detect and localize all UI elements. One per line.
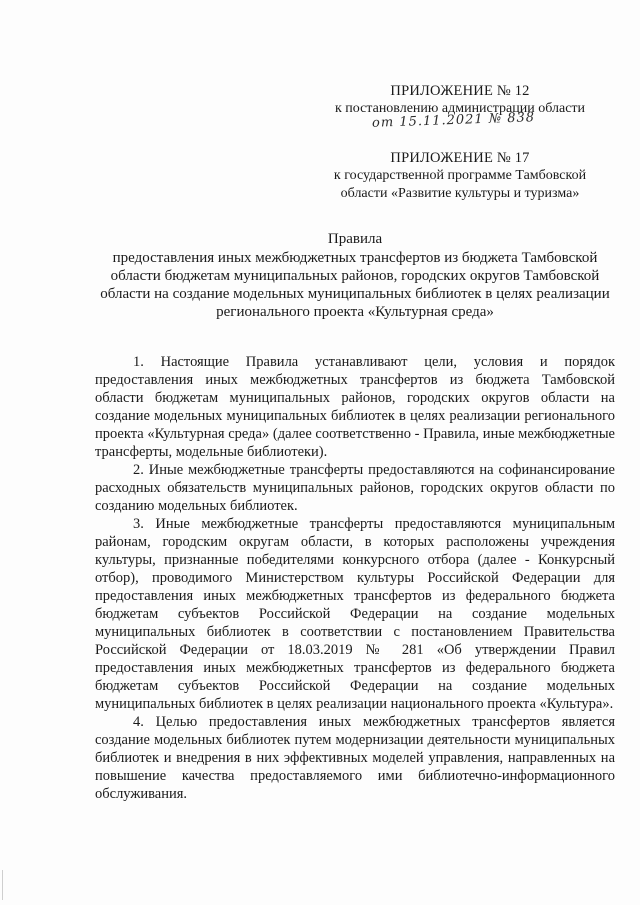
appendix-17-reference-line2: области «Развитие культуры и туризма» bbox=[340, 186, 580, 201]
document-title: Правила bbox=[327, 231, 383, 247]
appendix-17-block bbox=[300, 149, 620, 203]
appendix-12-reference: к постановлению администрации области bbox=[334, 101, 586, 116]
appendix-17-reference-line1: к государственной программе Тамбовской bbox=[333, 168, 587, 183]
appendix-12-title: ПРИЛОЖЕНИЕ № 12 bbox=[390, 83, 530, 99]
paragraph-3: 3. Иные межбюджетные трансферты предоставляются муниципальным районам, городским округам области, в которых расположены учреждения культуры, признанные победителями конкурсного отбора (далее - Конкурсный отбор), проводимого Министерством культуры Российской Федерации для предоставления иных межбюджетных трансфертов из федерального бюджета бюджетам субъектов Российской Федерации на создание модельных муниципальных библиотек в соответствии с постановлением Правительства Российской Федерации от 18.03.2019 № 281 «Об утверждении Правил предоставления иных межбюджетных трансфертов из федерального бюджета бюджетам субъектов Российской Федерации на создание модельных муниципальных библиотек в целях реализации национального проекта «Культура». bbox=[95, 516, 615, 712]
document-title-block bbox=[95, 230, 615, 321]
scan-margin-mark bbox=[2, 870, 3, 900]
paragraph-2: 2. Иные межбюджетные трансферты предоставляются на софинансирование расходных обязательств муниципальных районов, городских округов области по созданию модельных библиотек. bbox=[95, 462, 615, 514]
appendix-17-title: ПРИЛОЖЕНИЕ № 17 bbox=[390, 150, 530, 166]
document-body bbox=[95, 353, 615, 803]
document-subtitle: предоставления иных межбюджетных трансфертов из бюджета Тамбовской области бюджетам муниципальных районов, городских округов Тамбовской области на создание модельных муниципальных библиотек в целях реализации регионального проекта «Культурная среда» bbox=[100, 250, 610, 320]
paragraph-1: 1. Настоящие Правила устанавливают цели, условия и порядок предоставления иных межбюджетных трансфертов из бюджета Тамбовской области бюджетам муниципальных районов, городских округов области на создание модельных муниципальных библиотек в целях реализации регионального проекта «Культурная среда» (далее соответственно - Правила, иные межбюджетные трансферты, модельные библиотеки). bbox=[95, 354, 615, 460]
handwritten-date-number: от 15.11.2021 № 838 bbox=[371, 110, 536, 131]
paragraph-4: 4. Целью предоставления иных межбюджетных трансфертов является создание модельных библиотек путем модернизации деятельности муниципальных библиотек и внедрения в них эффективных моделей управления, направленных на повышение качества предоставляемого ими библиотечно-информационного обслуживания. bbox=[95, 714, 615, 802]
